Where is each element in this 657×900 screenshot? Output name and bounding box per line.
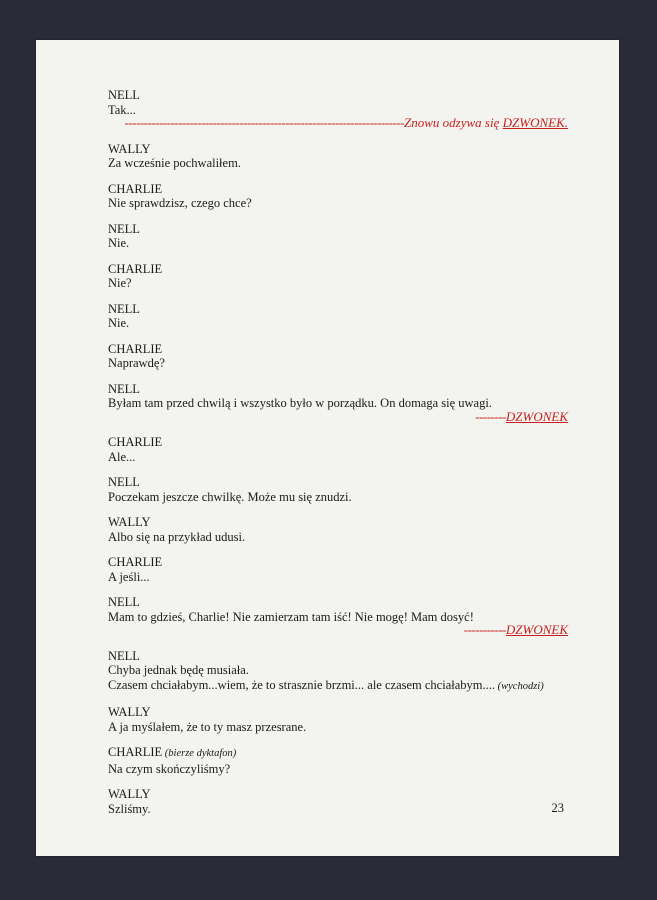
speaker-label: CHARLIE — [108, 435, 163, 449]
cue-bell-word: DZWONEK — [505, 622, 568, 637]
speaker-name — [108, 705, 568, 720]
cue-text: Znowu odzywa się — [404, 115, 503, 130]
speaker-name — [108, 787, 568, 802]
dialogue-block — [108, 222, 568, 251]
speaker-label: NELL — [108, 648, 140, 663]
speaker-name — [108, 342, 568, 357]
speaker-name — [108, 475, 568, 490]
dialogue-block — [108, 475, 568, 504]
dialogue-text: Nie. — [108, 316, 130, 330]
speaker-name — [108, 142, 568, 157]
dialogue-text: A ja myślałem, że to ty masz przesrane. — [108, 719, 307, 734]
dialogue-block — [108, 745, 568, 776]
dialogue-text: Tak... — [108, 102, 136, 117]
dialogue-block — [108, 787, 568, 816]
speaker-name — [108, 88, 568, 103]
dialogue-content — [108, 88, 568, 827]
dialogue-line — [108, 316, 568, 331]
dialogue-line — [108, 450, 568, 465]
dialogue-block — [108, 705, 568, 734]
dialogue-text: Chyba jednak będę musiała. — [108, 663, 249, 677]
stage-direction: (wychodzi) — [495, 680, 544, 692]
dialogue-block — [108, 88, 568, 131]
dialogue-block — [108, 555, 568, 584]
dialogue-text: Nie. — [108, 236, 130, 250]
dialogue-text: Byłam tam przed chwilą i wszystko było w porządku. On domaga się uwagi. — [108, 396, 492, 410]
speaker-name — [108, 382, 568, 397]
speaker-name — [108, 182, 568, 197]
dialogue-text: Nie sprawdzisz, czego chce? — [108, 196, 252, 210]
cue-dashes: ----------- — [463, 622, 506, 637]
dialogue-line — [108, 356, 568, 371]
dialogue-line — [108, 720, 568, 735]
speaker-name — [108, 262, 568, 277]
speaker-name — [108, 595, 568, 610]
dialogue-line — [108, 156, 568, 171]
dialogue-block — [108, 435, 568, 464]
dialogue-text: Ale... — [108, 449, 136, 464]
dialogue-line — [108, 762, 568, 777]
dialogue-block — [108, 595, 568, 638]
cue-bell-word: DZWONEK. — [502, 115, 568, 130]
speaker-label: WALLY — [108, 705, 151, 719]
speaker-label: CHARLIE — [108, 745, 163, 759]
dialogue-line — [108, 196, 568, 211]
bell-cue — [108, 623, 568, 638]
stage-direction: (bierze dyktafon) — [162, 748, 237, 759]
speaker-label: NELL — [108, 221, 140, 236]
speaker-label: WALLY — [108, 515, 151, 529]
dialogue-text: Szliśmy. — [108, 801, 151, 816]
dialogue-text: A jeśli... — [108, 569, 150, 584]
dialogue-text: Za wcześnie pochwaliłem. — [108, 156, 241, 170]
script-page — [36, 40, 619, 856]
dialogue-text: Czasem chciałabym...wiem, że to strasznie brzmi... ale czasem chciałabym.... — [108, 677, 495, 692]
cue-dashes: -------- — [475, 408, 506, 424]
speaker-label: WALLY — [108, 141, 151, 156]
speaker-name — [108, 222, 568, 237]
speaker-label: NELL — [108, 595, 140, 609]
dialogue-line — [108, 276, 568, 291]
dialogue-block — [108, 182, 568, 211]
dialogue-block — [108, 382, 568, 425]
dialogue-text: Na czym skończyliśmy? — [108, 761, 231, 776]
dialogue-block — [108, 342, 568, 371]
dialogue-line — [108, 236, 568, 251]
dialogue-block — [108, 649, 568, 695]
speaker-label: CHARLIE — [108, 261, 163, 276]
speaker-name — [108, 555, 568, 570]
cue-bell-word: DZWONEK — [505, 408, 568, 424]
speaker-name — [108, 435, 568, 450]
dialogue-text: Albo się na przykład udusi. — [108, 529, 246, 544]
dialogue-line — [108, 490, 568, 505]
dialogue-line — [108, 678, 568, 695]
dialogue-line — [108, 570, 568, 585]
speaker-name — [108, 515, 568, 530]
dialogue-block — [108, 515, 568, 544]
speaker-label: WALLY — [108, 787, 151, 801]
speaker-name — [108, 745, 568, 762]
dialogue-text: Nie? — [108, 276, 132, 290]
dialogue-line — [108, 530, 568, 545]
dialogue-block — [108, 262, 568, 291]
speaker-label: CHARLIE — [108, 181, 163, 196]
dialogue-text: Naprawdę? — [108, 356, 165, 370]
dialogue-text: Mam to gdzieś, Charlie! Nie zamierzam tam iść! Nie mogę! Mam dosyć! — [108, 609, 474, 624]
cue-dashes: ------------------------------------------------------------------------- — [124, 115, 405, 130]
speaker-label: CHARLIE — [108, 341, 163, 356]
bell-cue — [108, 116, 568, 131]
speaker-label: NELL — [108, 475, 140, 489]
speaker-label: CHARLIE — [108, 555, 163, 569]
dialogue-block — [108, 302, 568, 331]
bell-cue — [108, 410, 568, 425]
page-number: 23 — [551, 801, 564, 815]
speaker-label: NELL — [108, 381, 140, 396]
dialogue-line — [108, 663, 568, 678]
speaker-label: NELL — [108, 301, 140, 316]
dialogue-line — [108, 802, 568, 817]
speaker-name — [108, 649, 568, 664]
speaker-label: NELL — [108, 88, 140, 102]
dialogue-block — [108, 142, 568, 171]
speaker-name — [108, 302, 568, 317]
dialogue-text: Poczekam jeszcze chwilkę. Może mu się znudzi. — [108, 489, 352, 504]
